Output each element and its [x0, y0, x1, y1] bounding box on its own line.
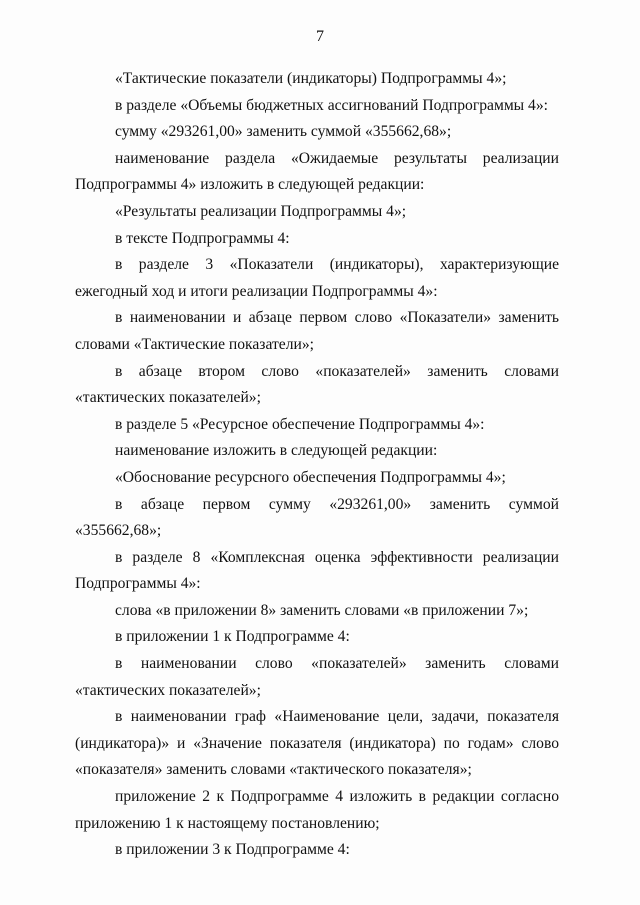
paragraph-1: «Тактические показатели (индикаторы) Подпрограммы 4»; [115, 70, 507, 87]
document-body [75, 66, 559, 864]
paragraph-9: в абзаце втором слово «показателей» заменить словами «тактических показателей»; [75, 362, 559, 407]
paragraph-16: в приложении 1 к Подпрограмме 4: [115, 628, 350, 646]
paragraph-15: слова «в приложении 8» заменить словами «в приложении 7»; [115, 601, 529, 619]
paragraph-4: наименование раздела «Ожидаемые результаты реализации Подпрограммы 4» изложить в следующей редакции: [75, 149, 559, 194]
paragraph-19: приложение 2 к Подпрограмме 4 изложить в редакции согласно приложению 1 к настоящему постановлению; [75, 788, 559, 832]
paragraph-5: «Результаты реализации Подпрограммы 4»; [115, 202, 407, 220]
paragraph-14: в разделе 8 «Комплексная оценка эффективности реализации Подпрограммы 4»: [75, 548, 559, 593]
paragraph-17: в наименовании слово «показателей» заменить словами «тактических показателей»; [75, 655, 559, 699]
paragraph-7: в разделе 3 «Показатели (индикаторы), характеризующие ежегодный ход и итоги реализации Подпрограммы 4»: [75, 256, 559, 300]
paragraph-10: в разделе 5 «Ресурсное обеспечение Подпрограммы 4»: [115, 415, 485, 433]
page-number: 7 [316, 28, 324, 45]
paragraph-6: в тексте Подпрограммы 4: [115, 229, 290, 247]
paragraph-8: в наименовании и абзаце первом слово «Показатели» заменить словами «Тактические показатели»; [75, 309, 559, 353]
paragraph-20: в приложении 3 к Подпрограмме 4: [115, 841, 350, 859]
paragraph-12: «Обоснование ресурсного обеспечения Подпрограммы 4»; [115, 468, 506, 486]
paragraph-2: в разделе «Объемы бюджетных ассигнований Подпрограммы 4»: [115, 96, 548, 114]
paragraph-11: наименование изложить в следующей редакции: [115, 442, 438, 460]
paragraph-3: сумму «293261,00» заменить суммой «355662,68»; [115, 123, 452, 141]
paragraph-18: в наименовании граф «Наименование цели, задачи, показателя (индикатора)» и «Значение показателя (индикатора) по годам» слово «показателя» заменить словами «тактического показателя»; [75, 708, 559, 779]
paragraph-13: в абзаце первом сумму «293261,00» заменить суммой «355662,68»; [75, 495, 559, 540]
